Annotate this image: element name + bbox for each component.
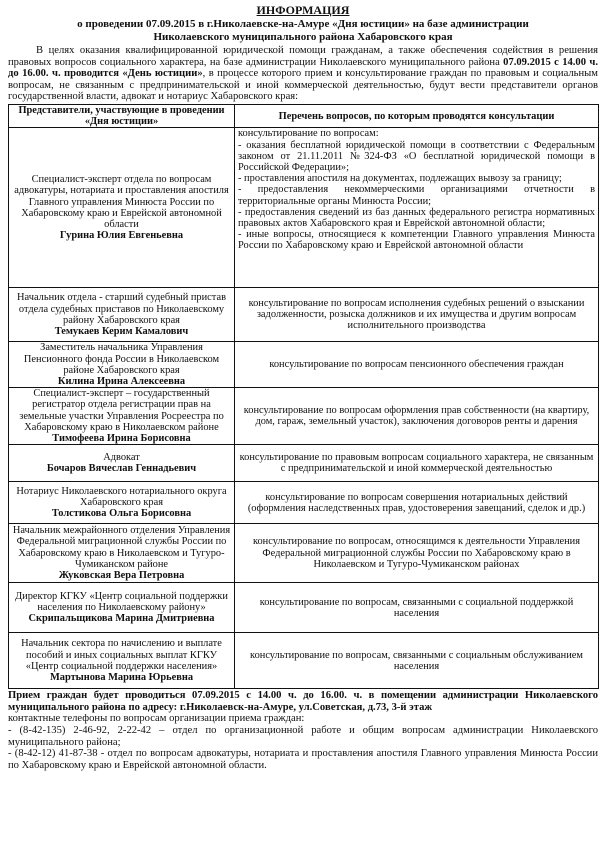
table-header-row (9, 104, 599, 127)
representative-cell (9, 482, 235, 524)
topic-line: - оказания бесплатной юридической помощи в соответствии с Федеральным законом от 21.11.2011 №324-ФЗ «О бесплатной юридической помощи в Российской Федерации»; (238, 139, 595, 173)
topic-line: консультирование по правовым вопросам социального характера, не связанным с предпринимательской и иной коммерческой деятельностью (239, 452, 594, 475)
topics-cell (235, 288, 599, 342)
subtitle-line-2: Николаевского муниципального района Хабаровского края (153, 30, 453, 43)
topic-line: - иные вопросы, относящиеся к компетенции Главного управления Минюста России по Хабаровскому краю и Еврейской автономной области (238, 229, 595, 252)
col-header-topics: Перечень вопросов, по которым проводятся консультации (235, 104, 599, 127)
intro-bold: 07.09.2015 с 14.00 ч. до 16.00. ч. проводится «День юстиции» (8, 56, 598, 80)
phones-intro: контактные телефоны по вопросам организации приема граждан: (8, 713, 305, 725)
table-row (9, 524, 599, 583)
table-row (9, 342, 599, 388)
table-row (9, 128, 599, 288)
table-row (9, 288, 599, 342)
representative-role: Начальник межрайонного отделения Управления Федеральной миграционной службы России по Хабаровскому краю в Николаевском и Тугуро-Чумиканском районе (12, 525, 231, 570)
document-title: ИНФОРМАЦИЯ (256, 3, 350, 17)
topics-cell (235, 128, 599, 288)
topics-cell (235, 445, 599, 482)
intro-part-1: В целях оказания квалифицированной юридической помощи гражданам, а также обеспечения содействия в решения правовых вопросов социального характера, на базе администрации Николаевского муниципального района (8, 45, 598, 68)
representative-cell (9, 524, 235, 583)
representative-name: Бочаров Вячеслав Геннадьевич (46, 463, 197, 475)
topics-cell (235, 482, 599, 524)
subtitle-line-1: о проведении 07.09.2015 в г.Николаевске-на-Амуре «Дня юстиции» на базе администрации (77, 18, 529, 30)
representative-role: Заместитель начальника Управления Пенсионного фонда России в Николаевском районе Хабаровского края (23, 342, 220, 376)
representative-cell (9, 288, 235, 342)
representative-role: Нотариус Николаевского нотариального округа Хабаровского края (16, 485, 227, 509)
table-row (9, 482, 599, 524)
topics-cell (235, 633, 599, 689)
topic-line: консультирование по вопросам пенсионного обеспечения граждан (269, 359, 564, 371)
topic-line: консультирование по вопросам совершения нотариальных действий (оформления наследственных прав, удостоверения завещаний, сделок и др.) (247, 491, 586, 514)
representative-cell (9, 388, 235, 445)
representative-cell (9, 633, 235, 689)
representative-name: Толстикова Ольга Борисовна (51, 508, 192, 520)
representative-cell (9, 445, 235, 482)
representative-name: Скрипальщикова Марина Дмитриевна (28, 613, 215, 625)
table-body (9, 128, 599, 689)
intro-part-2: , в процессе которого прием и консультирование граждан по правовым и социальным вопросам, не связанным с предпринимательской и иной коммерческой деятельностью, будут вести представители органов государственной власти, адвокат и нотариус Хабаровского края: (8, 68, 598, 103)
representative-cell (9, 583, 235, 633)
table-row (9, 633, 599, 689)
topic-line: консультирование по вопросам, относящимся к деятельности Управления Федеральной миграционной службы России по Хабаровскому краю в Николаевском и Тугуро-Чумиканском районах (252, 536, 581, 570)
topics-cell (235, 388, 599, 445)
footer (8, 690, 598, 771)
document-subtitle (8, 18, 598, 43)
representative-role: Специалист-эксперт отдела по вопросам адвокатуры, нотариата и проставления апостиля Главного управления Минюста России по Хабаровскому краю и Еврейской автономной области (14, 174, 229, 231)
representative-cell (9, 342, 235, 388)
topics-cell (235, 342, 599, 388)
phone-line-1: - (8-42-135) 2-46-92, 2-22-42 – отдел по организационной работе и общим вопросам администрации Николаевского муниципального района; (8, 724, 598, 748)
topics-cell (235, 524, 599, 583)
representative-role: Специалист-эксперт – государственный регистратор отдела регистрации прав на земельные участки Управления Росреестра по Хабаровскому краю в Николаевском районе (19, 388, 224, 433)
table-row (9, 445, 599, 482)
topic-line: - проставления апостиля на документах, подлежащих вывозу за границу; (238, 173, 562, 185)
topic-line: - предоставления некоммерческими организациями отчетности в территориальные органы Минюста России; (238, 184, 595, 207)
representative-name: Килина Ирина Алексеевна (57, 375, 186, 387)
topic-line: - предоставления сведений из баз данных федерального регистра нормативных правовых актов Хабаровского края и Еврейской автономной области; (238, 206, 595, 229)
consultation-table (8, 104, 599, 689)
document-page (8, 0, 598, 771)
phone-line-2: - (8-42-12) 41-87-38 - отдел по вопросам адвокатуры, нотариата и проставления апостиля Главного управления Минюста России по Хабаровскому краю и Еврейской автономной области. (8, 748, 598, 771)
reception-info: Прием граждан будет проводиться 07.09.2015 с 14.00 ч. до 16.00. ч. в помещении администрации Николаевского муниципального района по адресу: г.Николаевск-на-Амуре, ул.Советская, д.73, 3-й этаж (8, 690, 598, 713)
topic-line: консультирование по вопросам, связанными с социальным обслуживанием населения (250, 649, 583, 672)
topic-line: консультирование по вопросам: (238, 128, 379, 140)
representative-cell (9, 128, 235, 288)
representative-name: Мартынова Марина Юрьевна (49, 671, 194, 683)
representative-role: Начальник сектора по начислению и выплате пособий и иных социальных выплат КГКУ «Центр социальной поддержки населения» (21, 638, 222, 672)
representative-name: Гурина Юлия Евгеньевна (59, 230, 184, 242)
table-row (9, 583, 599, 633)
topic-line: консультирование по вопросам, связанными с социальной поддержкой населения (259, 596, 574, 619)
topics-cell (235, 583, 599, 633)
topic-line: консультирование по вопросам исполнения судебных решений о взыскании задолженности, розыска должников и их имущества и другим вопросам исполнительного производства (248, 298, 585, 332)
representative-role: Начальник отдела - старший судебный пристав отдела судебных приставов по Николаевскому району Хабаровского края (17, 292, 226, 326)
representative-name: Тимофеева Ирина Борисовна (52, 433, 191, 444)
representative-name: Темукаев Керим Камалович (54, 326, 189, 338)
representative-role: Адвокат (103, 452, 140, 463)
intro-paragraph (8, 45, 598, 103)
representative-role: Директор КГКУ «Центр социальной поддержки населения по Николаевскому району» (15, 590, 228, 614)
representative-name: Жуковская Вера Петровна (58, 570, 185, 581)
table-row (9, 388, 599, 445)
col-header-representatives: Представители, участвующие в проведении «Дня юстиции» (9, 104, 235, 127)
topic-line: консультирование по вопросам оформления прав собственности (на квартиру, дом, гараж, земельный участок), заключения договоров ренты и дарения (243, 404, 590, 428)
